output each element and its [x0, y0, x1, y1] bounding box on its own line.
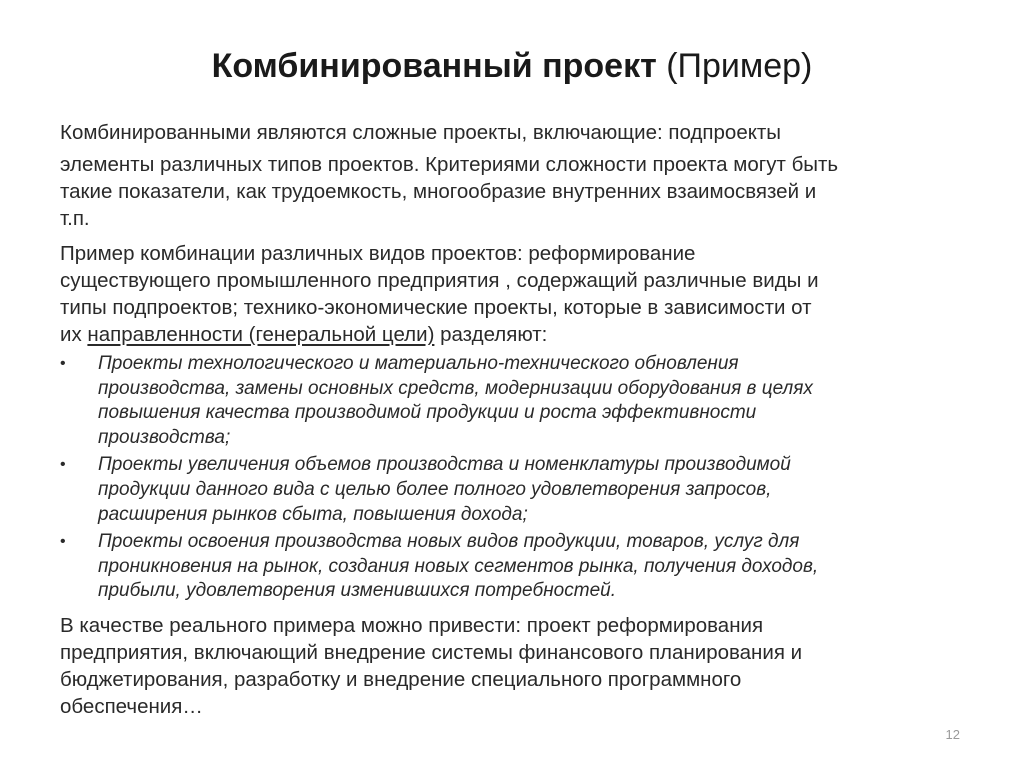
bullet-icon: •	[60, 533, 66, 551]
slide-title	[0, 44, 1024, 88]
bullet-icon: •	[60, 355, 66, 372]
bullet-list	[60, 352, 990, 604]
text-line: типы подпроектов; технико-экономические проекты, которые в зависимости от	[60, 296, 812, 319]
bullet-icon: •	[60, 456, 66, 474]
text-line: проникновения на рынок, создания новых сегментов рынка, получения доходов,	[98, 555, 819, 577]
text-line: т.п.	[60, 207, 90, 230]
text-line: прибыли, удовлетворения изменившихся потребностей.	[98, 580, 616, 602]
bullet-item	[60, 530, 990, 604]
text-line: бюджетирования, разработку и внедрение специального программного	[60, 667, 742, 691]
text-line: существующего промышленного предприятия , содержащий различные виды и	[60, 269, 819, 292]
bullet-item	[60, 453, 990, 527]
text-line: расширения рынков сбыта, повышения дохода;	[98, 503, 528, 525]
bullet-item	[60, 352, 990, 450]
text-line: предприятия, включающий внедрение системы финансового планирования и	[60, 640, 803, 664]
text-prefix: их	[60, 323, 88, 346]
text-line: продукции данного вида с целью более полного удовлетворения запросов,	[98, 478, 772, 500]
title-bold: Комбинированный проект	[211, 47, 657, 85]
text-line: Комбинированными являются сложные проекты, включающие: подпроекты	[60, 121, 782, 144]
text-line: Проекты освоения производства новых видов продукции, товаров, услуг для	[98, 531, 800, 553]
slide-body	[60, 119, 990, 720]
text-line: Проекты технологического и материально-технического обновления	[98, 353, 739, 374]
paragraph-real-example	[60, 612, 990, 720]
text-line: Проекты увеличения объемов производства и номенклатуры производимой	[98, 454, 791, 476]
paragraph-intro	[60, 119, 990, 232]
text-line: элементы различных типов проектов. Критериями сложности проекта могут быть	[60, 153, 839, 176]
text-line: В качестве реального примера можно привести: проект реформирования	[60, 613, 764, 637]
text-line: производства, замены основных средств, модернизации оборудования в целях	[98, 377, 813, 399]
text-line	[60, 321, 990, 348]
underlined-term: направленности (генеральной цели)	[87, 323, 435, 346]
paragraph-example	[60, 240, 990, 348]
text-line: обеспечения…	[60, 694, 203, 718]
page-number: 12	[945, 727, 960, 742]
text-line: повышения качества производимой продукции и роста эффективности	[98, 402, 757, 424]
title-normal: (Пример)	[666, 47, 813, 85]
text-suffix: разделяют:	[434, 323, 548, 346]
text-line: производства;	[98, 426, 231, 448]
text-line: Пример комбинации различных видов проектов: реформирование	[60, 242, 696, 265]
text-line: такие показатели, как трудоемкость, многообразие внутренних взаимосвязей и	[60, 180, 817, 203]
